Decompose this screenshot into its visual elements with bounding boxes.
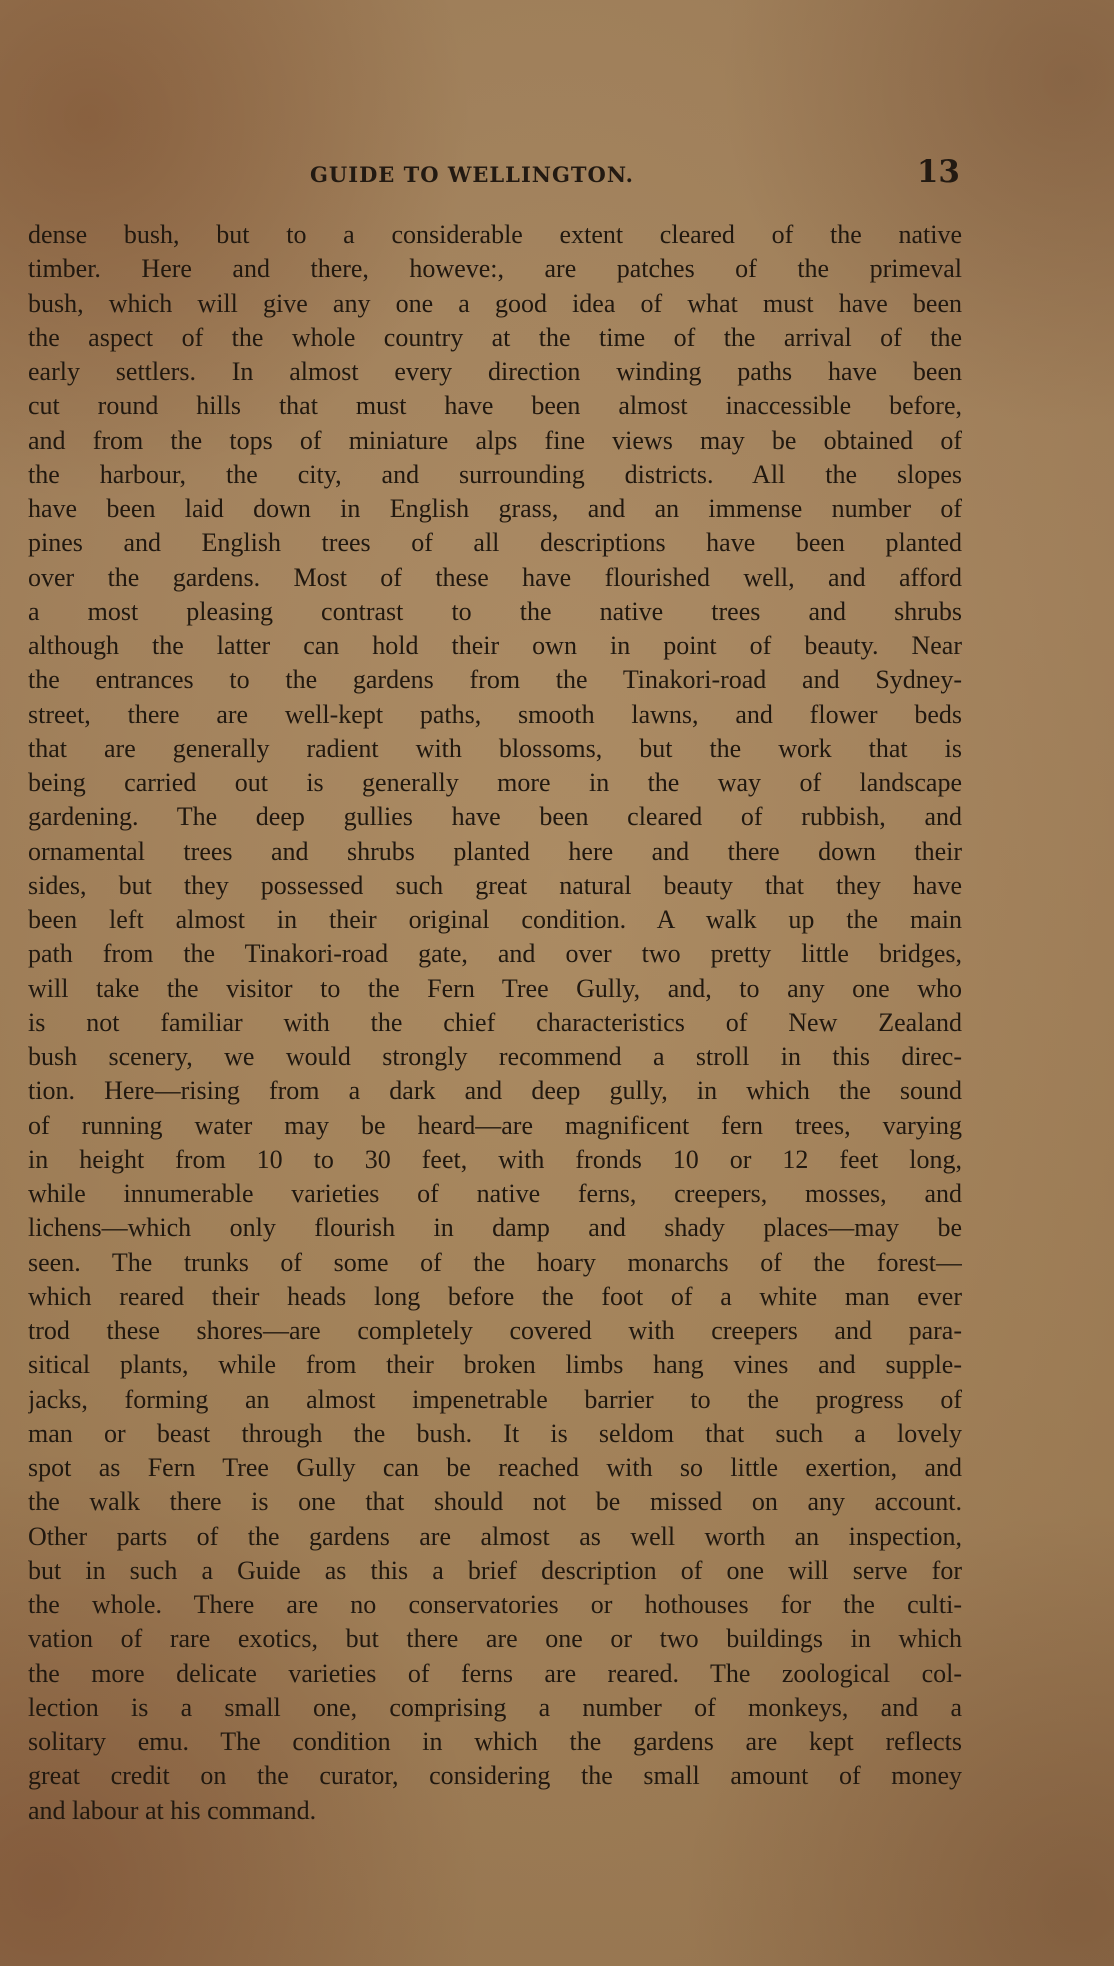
text-line: Other parts of the gardens are almost as well worth an inspection, [28,1521,962,1551]
page-header [310,154,960,194]
text-line: over the gardens. Most of these have flourished well, and afford [28,562,962,592]
text-line: and from the tops of miniature alps fine views may be obtained of [28,425,962,455]
text-line: being carried out is generally more in the way of landscape [28,768,962,797]
text-line: of running water may be heard—are magnificent fern trees, varying [28,1110,962,1140]
text-line: timber. Here and there, howeve:, are patches of the primeval [28,254,962,284]
text-line: bush, which will give any one a good idea of what must have been [28,288,962,318]
text-line: cut round hills that must have been almost inaccessible before, [28,391,962,421]
text-line: trod these shores—are completely covered with creepers and para- [28,1316,962,1345]
text-line: is not familiar with the chief characteristics of New Zealand [28,1007,962,1037]
text-line: early settlers. In almost every direction winding paths have been [28,357,962,386]
text-line: the walk there is one that should not be missed on any account. [28,1487,962,1517]
text-line: the aspect of the whole country at the time of the arrival of the [28,322,962,352]
text-line: ornamental trees and shrubs planted here and there down their [28,836,962,866]
text-line: seen. The trunks of some of the hoary monarchs of the forest— [28,1247,962,1277]
body-text [28,218,962,1828]
text-line: will take the visitor to the Fern Tree Gully, and, to any one who [28,973,962,1003]
text-line: jacks, forming an almost impenetrable barrier to the progress of [28,1384,962,1414]
text-line: bush scenery, we would strongly recommend a stroll in this direc- [28,1042,962,1071]
text-line: which reared their heads long before the foot of a white man ever [28,1281,962,1311]
text-line: the entrances to the gardens from the Tinakori-road and Sydney- [28,665,962,695]
text-line: a most pleasing contrast to the native trees and shrubs [28,596,962,626]
page-number: 13 [916,154,960,190]
text-line: tion. Here—rising from a dark and deep gully, in which the sound [28,1076,962,1106]
running-head: GUIDE TO WELLINGTON. [310,162,634,187]
text-line: street, there are well-kept paths, smooth lawns, and flower beds [28,699,962,729]
text-line: but in such a Guide as this a brief description of one will serve for [28,1555,962,1585]
text-line: dense bush, but to a considerable extent cleared of the native [28,220,962,249]
text-line: great credit on the curator, considering the small amount of money [28,1761,962,1791]
text-line: the harbour, the city, and surrounding districts. All the slopes [28,459,962,489]
text-line: while innumerable varieties of native ferns, creepers, mosses, and [28,1179,962,1208]
text-line: have been laid down in English grass, and an immense number of [28,494,962,523]
text-line: in height from 10 to 30 feet, with fronds 10 or 12 feet long, [28,1144,962,1174]
text-line: gardening. The deep gullies have been cleared of rubbish, and [28,802,962,832]
text-line: lection is a small one, comprising a number of monkeys, and a [28,1692,962,1722]
text-line: sitical plants, while from their broken limbs hang vines and supple- [28,1350,962,1380]
text-line: the whole. There are no conservatories or hothouses for the culti- [28,1590,962,1619]
text-line: vation of rare exotics, but there are one or two buildings in which [28,1624,962,1654]
text-line: the more delicate varieties of ferns are reared. The zoological col- [28,1658,962,1688]
text-line: been left almost in their original condition. A walk up the main [28,905,962,934]
text-line: sides, but they possessed such great natural beauty that they have [28,870,962,900]
text-line: lichens—which only flourish in damp and shady places—may be [28,1213,962,1243]
text-line: although the latter can hold their own in point of beauty. Near [28,631,962,660]
text-line-last: and labour at his command. [28,1795,317,1825]
text-line: that are generally radient with blossoms, but the work that is [28,733,962,763]
text-line: spot as Fern Tree Gully can be reached with so little exertion, and [28,1453,962,1482]
text-line: solitary emu. The condition in which the gardens are kept reflects [28,1727,962,1756]
text-line: man or beast through the bush. It is seldom that such a lovely [28,1418,962,1448]
text-line: path from the Tinakori-road gate, and over two pretty little bridges, [28,939,962,969]
text-line: pines and English trees of all descriptions have been planted [28,528,962,558]
